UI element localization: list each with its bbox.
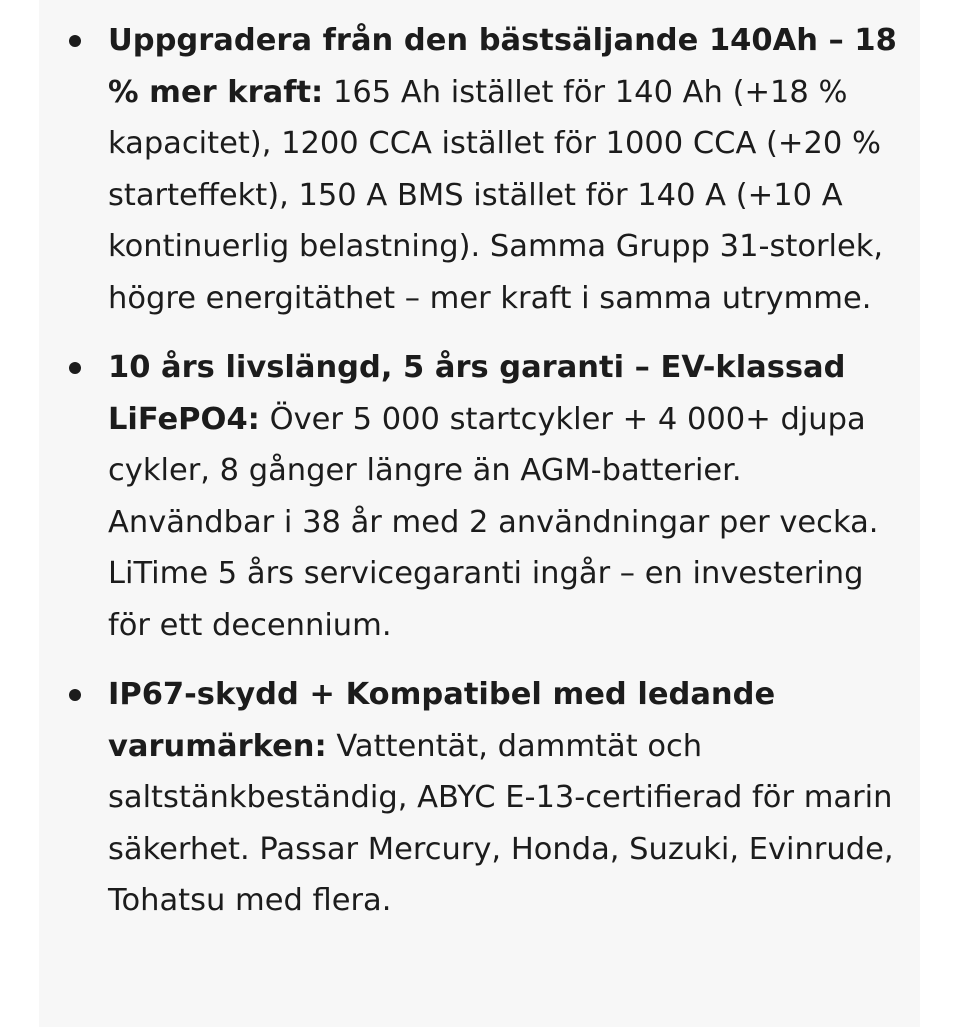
feature-item-capacity — [108, 15, 898, 324]
feature-description: Vattentät, dammtät och saltstänkbeständig, ABYC E-13-certifierad för marin säkerhet. Passar Mercury, Honda, Suzuki, Evinrude, Tohatsu med flera. — [108, 728, 894, 918]
bullet-icon — [69, 362, 81, 374]
feature-description: Över 5 000 startcykler + 4 000+ djupa cykler, 8 gånger längre än AGM-batterier. Användbar i 38 år med 2 användningar per vecka. LiTime 5 års servicegaranti ingår – en investering för ett decennium. — [108, 401, 879, 643]
feature-heading: IP67-skydd + Kompatibel med ledande varumärken: — [108, 677, 776, 764]
feature-description: 165 Ah istället för 140 Ah (+18 % kapacitet), 1200 CCA istället för 1000 CCA (+20 % starteffekt), 150 A BMS istället för 140 A (+10 A kontinuerlig belastning). Samma Grupp 31-storlek, högre energitäthet – mer kraft i samma utrymme. — [108, 74, 884, 316]
feature-item-protection — [108, 669, 898, 927]
feature-item-lifespan — [108, 342, 898, 651]
bullet-icon — [69, 35, 81, 47]
feature-heading: 10 års livslängd, 5 års garanti – EV-klassad LiFePO4: — [108, 350, 846, 437]
feature-list — [108, 15, 898, 945]
bullet-icon — [69, 689, 81, 701]
feature-heading: Uppgradera från den bästsäljande 140Ah – 18 % mer kraft: — [108, 23, 897, 110]
